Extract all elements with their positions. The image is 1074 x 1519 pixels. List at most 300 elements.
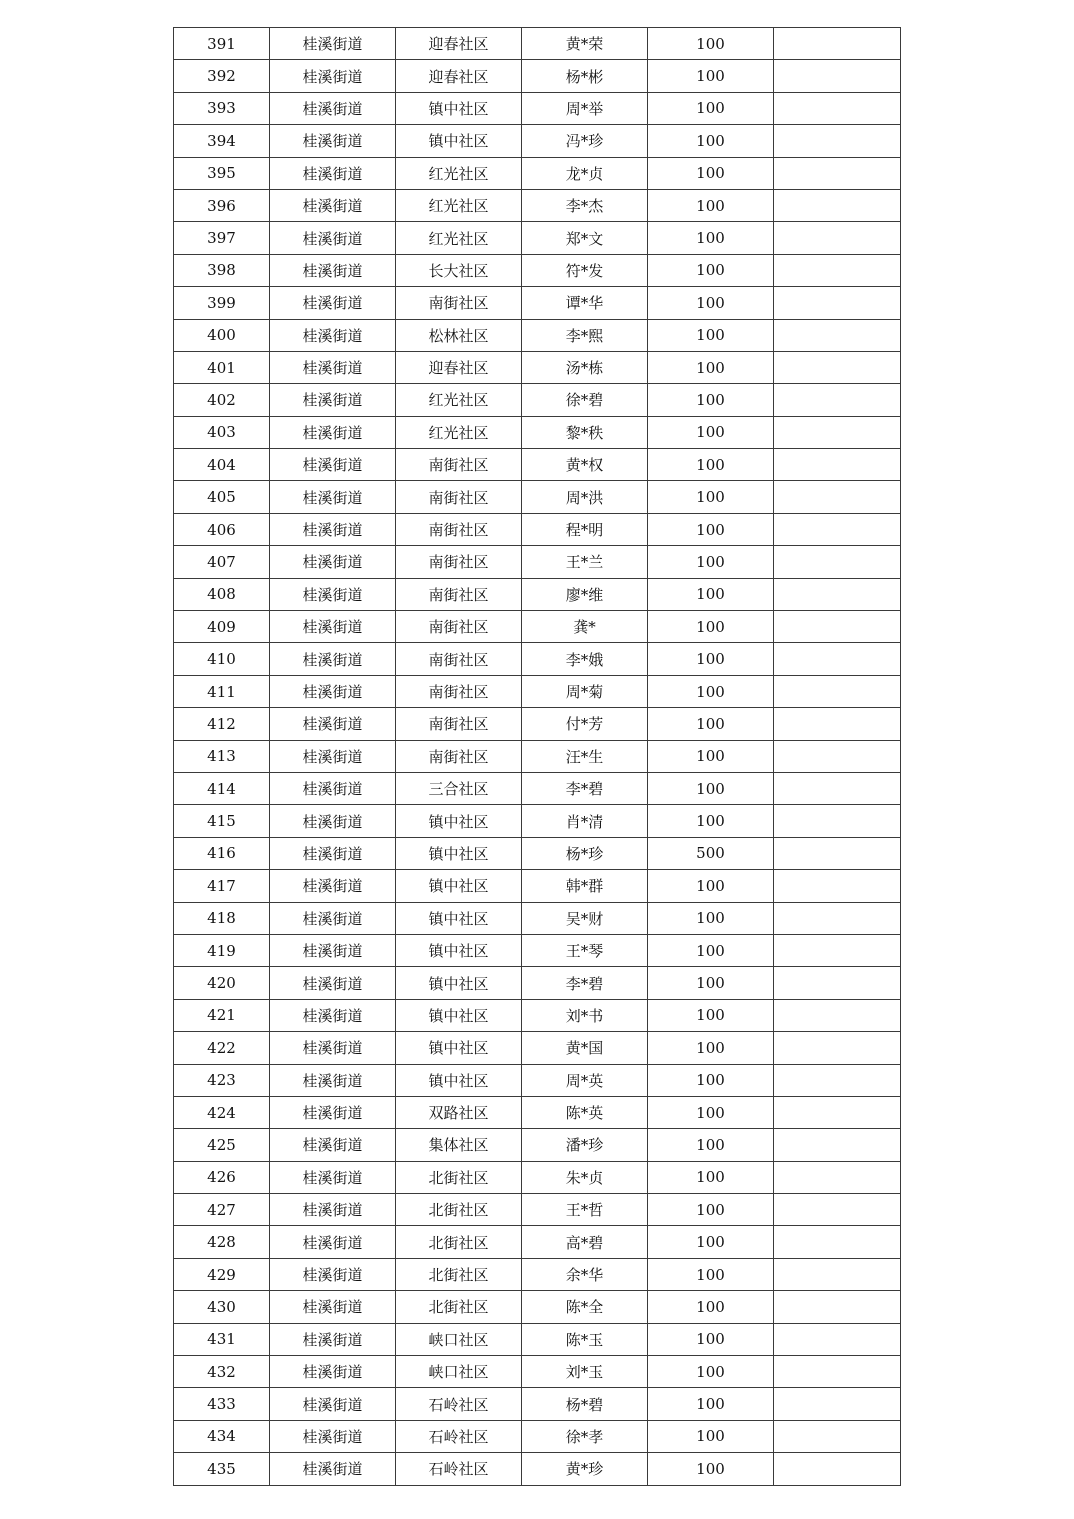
name-cell: 周*菊 — [522, 675, 648, 707]
row-number-cell: 433 — [174, 1388, 270, 1420]
street-cell: 桂溪街道 — [270, 287, 396, 319]
table-row — [174, 675, 901, 707]
street-cell: 桂溪街道 — [270, 902, 396, 934]
table-row — [174, 513, 901, 545]
table-row — [174, 92, 901, 124]
amount-cell: 100 — [648, 740, 774, 772]
amount-cell: 100 — [648, 1291, 774, 1323]
community-cell: 镇中社区 — [396, 1032, 522, 1064]
remark-cell — [774, 481, 901, 513]
street-cell: 桂溪街道 — [270, 772, 396, 804]
community-cell: 南街社区 — [396, 287, 522, 319]
remark-cell — [774, 1356, 901, 1388]
name-cell: 黄*荣 — [522, 28, 648, 60]
remark-cell — [774, 60, 901, 92]
name-cell: 周*举 — [522, 92, 648, 124]
table-row — [174, 546, 901, 578]
table-row — [174, 870, 901, 902]
name-cell: 李*碧 — [522, 772, 648, 804]
remark-cell — [774, 1420, 901, 1452]
street-cell: 桂溪街道 — [270, 675, 396, 707]
row-number-cell: 399 — [174, 287, 270, 319]
row-number-cell: 405 — [174, 481, 270, 513]
amount-cell: 100 — [648, 870, 774, 902]
amount-cell: 100 — [648, 999, 774, 1031]
row-number-cell: 435 — [174, 1453, 270, 1485]
roster-table-body — [174, 28, 901, 1486]
name-cell: 刘*书 — [522, 999, 648, 1031]
street-cell: 桂溪街道 — [270, 157, 396, 189]
community-cell: 镇中社区 — [396, 870, 522, 902]
name-cell: 杨*彬 — [522, 60, 648, 92]
amount-cell: 100 — [648, 384, 774, 416]
name-cell: 汤*栋 — [522, 351, 648, 383]
name-cell: 黄*权 — [522, 449, 648, 481]
name-cell: 李*杰 — [522, 189, 648, 221]
table-row — [174, 967, 901, 999]
community-cell: 南街社区 — [396, 578, 522, 610]
remark-cell — [774, 870, 901, 902]
row-number-cell: 394 — [174, 125, 270, 157]
community-cell: 南街社区 — [396, 513, 522, 545]
row-number-cell: 431 — [174, 1323, 270, 1355]
amount-cell: 100 — [648, 578, 774, 610]
remark-cell — [774, 222, 901, 254]
community-cell: 镇中社区 — [396, 125, 522, 157]
remark-cell — [774, 1258, 901, 1290]
name-cell: 杨*珍 — [522, 837, 648, 869]
amount-cell: 100 — [648, 1356, 774, 1388]
amount-cell: 100 — [648, 513, 774, 545]
community-cell: 峡口社区 — [396, 1356, 522, 1388]
community-cell: 镇中社区 — [396, 1064, 522, 1096]
row-number-cell: 392 — [174, 60, 270, 92]
street-cell: 桂溪街道 — [270, 1453, 396, 1485]
community-cell: 南街社区 — [396, 740, 522, 772]
street-cell: 桂溪街道 — [270, 1388, 396, 1420]
street-cell: 桂溪街道 — [270, 578, 396, 610]
street-cell: 桂溪街道 — [270, 1161, 396, 1193]
amount-cell: 100 — [648, 416, 774, 448]
community-cell: 峡口社区 — [396, 1323, 522, 1355]
name-cell: 李*碧 — [522, 967, 648, 999]
amount-cell: 100 — [648, 902, 774, 934]
amount-cell: 100 — [648, 1453, 774, 1485]
table-row — [174, 319, 901, 351]
community-cell: 南街社区 — [396, 546, 522, 578]
name-cell: 陈*玉 — [522, 1323, 648, 1355]
table-row — [174, 449, 901, 481]
amount-cell: 100 — [648, 1388, 774, 1420]
community-cell: 南街社区 — [396, 481, 522, 513]
amount-cell: 100 — [648, 1323, 774, 1355]
amount-cell: 100 — [648, 189, 774, 221]
name-cell: 陈*全 — [522, 1291, 648, 1323]
amount-cell: 100 — [648, 1420, 774, 1452]
name-cell: 冯*珍 — [522, 125, 648, 157]
amount-cell: 100 — [648, 351, 774, 383]
remark-cell — [774, 92, 901, 124]
remark-cell — [774, 28, 901, 60]
community-cell: 镇中社区 — [396, 967, 522, 999]
name-cell: 黄*国 — [522, 1032, 648, 1064]
table-row — [174, 772, 901, 804]
remark-cell — [774, 287, 901, 319]
table-row — [174, 578, 901, 610]
amount-cell: 500 — [648, 837, 774, 869]
street-cell: 桂溪街道 — [270, 481, 396, 513]
community-cell: 石岭社区 — [396, 1388, 522, 1420]
table-row — [174, 189, 901, 221]
roster-table — [173, 27, 901, 1486]
name-cell: 龚* — [522, 611, 648, 643]
street-cell: 桂溪街道 — [270, 1258, 396, 1290]
community-cell: 北街社区 — [396, 1258, 522, 1290]
row-number-cell: 423 — [174, 1064, 270, 1096]
street-cell: 桂溪街道 — [270, 1194, 396, 1226]
table-row — [174, 1258, 901, 1290]
table-row — [174, 351, 901, 383]
name-cell: 李*熙 — [522, 319, 648, 351]
remark-cell — [774, 1161, 901, 1193]
name-cell: 王*琴 — [522, 934, 648, 966]
row-number-cell: 413 — [174, 740, 270, 772]
street-cell: 桂溪街道 — [270, 384, 396, 416]
street-cell: 桂溪街道 — [270, 999, 396, 1031]
street-cell: 桂溪街道 — [270, 1064, 396, 1096]
street-cell: 桂溪街道 — [270, 351, 396, 383]
amount-cell: 100 — [648, 319, 774, 351]
community-cell: 北街社区 — [396, 1226, 522, 1258]
row-number-cell: 417 — [174, 870, 270, 902]
community-cell: 双路社区 — [396, 1096, 522, 1128]
community-cell: 迎春社区 — [396, 60, 522, 92]
row-number-cell: 427 — [174, 1194, 270, 1226]
table-row — [174, 1356, 901, 1388]
community-cell: 南街社区 — [396, 675, 522, 707]
table-row — [174, 1161, 901, 1193]
street-cell: 桂溪街道 — [270, 513, 396, 545]
remark-cell — [774, 1064, 901, 1096]
remark-cell — [774, 934, 901, 966]
street-cell: 桂溪街道 — [270, 319, 396, 351]
remark-cell — [774, 708, 901, 740]
remark-cell — [774, 675, 901, 707]
name-cell: 韩*群 — [522, 870, 648, 902]
community-cell: 红光社区 — [396, 416, 522, 448]
name-cell: 余*华 — [522, 1258, 648, 1290]
row-number-cell: 406 — [174, 513, 270, 545]
street-cell: 桂溪街道 — [270, 1129, 396, 1161]
row-number-cell: 409 — [174, 611, 270, 643]
name-cell: 符*发 — [522, 254, 648, 286]
street-cell: 桂溪街道 — [270, 805, 396, 837]
table-row — [174, 805, 901, 837]
amount-cell: 100 — [648, 1194, 774, 1226]
remark-cell — [774, 1032, 901, 1064]
name-cell: 付*芳 — [522, 708, 648, 740]
street-cell: 桂溪街道 — [270, 189, 396, 221]
name-cell: 徐*孝 — [522, 1420, 648, 1452]
street-cell: 桂溪街道 — [270, 254, 396, 286]
community-cell: 南街社区 — [396, 708, 522, 740]
community-cell: 石岭社区 — [396, 1453, 522, 1485]
row-number-cell: 395 — [174, 157, 270, 189]
row-number-cell: 415 — [174, 805, 270, 837]
table-row — [174, 28, 901, 60]
row-number-cell: 432 — [174, 1356, 270, 1388]
street-cell: 桂溪街道 — [270, 1323, 396, 1355]
table-row — [174, 157, 901, 189]
row-number-cell: 403 — [174, 416, 270, 448]
street-cell: 桂溪街道 — [270, 1356, 396, 1388]
table-row — [174, 1032, 901, 1064]
name-cell: 王*哲 — [522, 1194, 648, 1226]
row-number-cell: 414 — [174, 772, 270, 804]
community-cell: 迎春社区 — [396, 351, 522, 383]
row-number-cell: 404 — [174, 449, 270, 481]
remark-cell — [774, 125, 901, 157]
table-row — [174, 60, 901, 92]
amount-cell: 100 — [648, 1064, 774, 1096]
remark-cell — [774, 1194, 901, 1226]
name-cell: 朱*贞 — [522, 1161, 648, 1193]
table-row — [174, 1420, 901, 1452]
amount-cell: 100 — [648, 157, 774, 189]
street-cell: 桂溪街道 — [270, 1096, 396, 1128]
amount-cell: 100 — [648, 611, 774, 643]
street-cell: 桂溪街道 — [270, 546, 396, 578]
remark-cell — [774, 254, 901, 286]
amount-cell: 100 — [648, 125, 774, 157]
community-cell: 北街社区 — [396, 1194, 522, 1226]
name-cell: 王*兰 — [522, 546, 648, 578]
table-row — [174, 222, 901, 254]
amount-cell: 100 — [648, 1258, 774, 1290]
remark-cell — [774, 1129, 901, 1161]
name-cell: 周*洪 — [522, 481, 648, 513]
street-cell: 桂溪街道 — [270, 222, 396, 254]
row-number-cell: 391 — [174, 28, 270, 60]
street-cell: 桂溪街道 — [270, 643, 396, 675]
community-cell: 红光社区 — [396, 157, 522, 189]
remark-cell — [774, 449, 901, 481]
table-row — [174, 1064, 901, 1096]
street-cell: 桂溪街道 — [270, 416, 396, 448]
name-cell: 程*明 — [522, 513, 648, 545]
community-cell: 镇中社区 — [396, 934, 522, 966]
name-cell: 郑*文 — [522, 222, 648, 254]
table-row — [174, 1453, 901, 1485]
community-cell: 镇中社区 — [396, 999, 522, 1031]
name-cell: 李*娥 — [522, 643, 648, 675]
amount-cell: 100 — [648, 546, 774, 578]
row-number-cell: 422 — [174, 1032, 270, 1064]
table-row — [174, 999, 901, 1031]
name-cell: 黎*秩 — [522, 416, 648, 448]
name-cell: 周*英 — [522, 1064, 648, 1096]
row-number-cell: 412 — [174, 708, 270, 740]
remark-cell — [774, 772, 901, 804]
remark-cell — [774, 1453, 901, 1485]
row-number-cell: 421 — [174, 999, 270, 1031]
row-number-cell: 418 — [174, 902, 270, 934]
community-cell: 集体社区 — [396, 1129, 522, 1161]
row-number-cell: 425 — [174, 1129, 270, 1161]
table-row — [174, 384, 901, 416]
amount-cell: 100 — [648, 1226, 774, 1258]
community-cell: 南街社区 — [396, 611, 522, 643]
street-cell: 桂溪街道 — [270, 1291, 396, 1323]
remark-cell — [774, 837, 901, 869]
name-cell: 徐*碧 — [522, 384, 648, 416]
amount-cell: 100 — [648, 287, 774, 319]
remark-cell — [774, 611, 901, 643]
community-cell: 迎春社区 — [396, 28, 522, 60]
amount-cell: 100 — [648, 222, 774, 254]
row-number-cell: 397 — [174, 222, 270, 254]
remark-cell — [774, 351, 901, 383]
remark-cell — [774, 643, 901, 675]
table-row — [174, 254, 901, 286]
row-number-cell: 408 — [174, 578, 270, 610]
remark-cell — [774, 1096, 901, 1128]
remark-cell — [774, 805, 901, 837]
name-cell: 高*碧 — [522, 1226, 648, 1258]
table-row — [174, 1323, 901, 1355]
table-row — [174, 1096, 901, 1128]
street-cell: 桂溪街道 — [270, 1420, 396, 1452]
amount-cell: 100 — [648, 1161, 774, 1193]
amount-cell: 100 — [648, 772, 774, 804]
name-cell: 吴*财 — [522, 902, 648, 934]
row-number-cell: 393 — [174, 92, 270, 124]
community-cell: 镇中社区 — [396, 837, 522, 869]
name-cell: 刘*玉 — [522, 1356, 648, 1388]
row-number-cell: 416 — [174, 837, 270, 869]
row-number-cell: 428 — [174, 1226, 270, 1258]
row-number-cell: 396 — [174, 189, 270, 221]
name-cell: 谭*华 — [522, 287, 648, 319]
table-row — [174, 611, 901, 643]
community-cell: 镇中社区 — [396, 92, 522, 124]
street-cell: 桂溪街道 — [270, 740, 396, 772]
table-row — [174, 934, 901, 966]
community-cell: 石岭社区 — [396, 1420, 522, 1452]
amount-cell: 100 — [648, 92, 774, 124]
table-row — [174, 416, 901, 448]
table-row — [174, 1194, 901, 1226]
remark-cell — [774, 189, 901, 221]
row-number-cell: 401 — [174, 351, 270, 383]
street-cell: 桂溪街道 — [270, 708, 396, 740]
community-cell: 红光社区 — [396, 222, 522, 254]
table-row — [174, 902, 901, 934]
table-row — [174, 740, 901, 772]
row-number-cell: 419 — [174, 934, 270, 966]
street-cell: 桂溪街道 — [270, 870, 396, 902]
street-cell: 桂溪街道 — [270, 1226, 396, 1258]
community-cell: 红光社区 — [396, 189, 522, 221]
street-cell: 桂溪街道 — [270, 60, 396, 92]
amount-cell: 100 — [648, 449, 774, 481]
amount-cell: 100 — [648, 967, 774, 999]
remark-cell — [774, 546, 901, 578]
community-cell: 镇中社区 — [396, 805, 522, 837]
amount-cell: 100 — [648, 60, 774, 92]
street-cell: 桂溪街道 — [270, 125, 396, 157]
street-cell: 桂溪街道 — [270, 92, 396, 124]
table-row — [174, 837, 901, 869]
community-cell: 北街社区 — [396, 1291, 522, 1323]
name-cell: 肖*清 — [522, 805, 648, 837]
row-number-cell: 402 — [174, 384, 270, 416]
row-number-cell: 434 — [174, 1420, 270, 1452]
row-number-cell: 410 — [174, 643, 270, 675]
street-cell: 桂溪街道 — [270, 28, 396, 60]
community-cell: 北街社区 — [396, 1161, 522, 1193]
table-row — [174, 125, 901, 157]
remark-cell — [774, 740, 901, 772]
name-cell: 杨*碧 — [522, 1388, 648, 1420]
name-cell: 廖*维 — [522, 578, 648, 610]
community-cell: 松林社区 — [396, 319, 522, 351]
name-cell: 汪*生 — [522, 740, 648, 772]
street-cell: 桂溪街道 — [270, 934, 396, 966]
remark-cell — [774, 1388, 901, 1420]
remark-cell — [774, 319, 901, 351]
community-cell: 长大社区 — [396, 254, 522, 286]
table-row — [174, 1226, 901, 1258]
row-number-cell: 424 — [174, 1096, 270, 1128]
name-cell: 黄*珍 — [522, 1453, 648, 1485]
amount-cell: 100 — [648, 28, 774, 60]
name-cell: 陈*英 — [522, 1096, 648, 1128]
remark-cell — [774, 1323, 901, 1355]
remark-cell — [774, 157, 901, 189]
amount-cell: 100 — [648, 643, 774, 675]
community-cell: 红光社区 — [396, 384, 522, 416]
amount-cell: 100 — [648, 1032, 774, 1064]
amount-cell: 100 — [648, 481, 774, 513]
remark-cell — [774, 578, 901, 610]
amount-cell: 100 — [648, 805, 774, 837]
remark-cell — [774, 902, 901, 934]
row-number-cell: 430 — [174, 1291, 270, 1323]
remark-cell — [774, 1226, 901, 1258]
street-cell: 桂溪街道 — [270, 611, 396, 643]
amount-cell: 100 — [648, 934, 774, 966]
table-row — [174, 1388, 901, 1420]
remark-cell — [774, 513, 901, 545]
row-number-cell: 407 — [174, 546, 270, 578]
amount-cell: 100 — [648, 1096, 774, 1128]
table-row — [174, 481, 901, 513]
row-number-cell: 400 — [174, 319, 270, 351]
remark-cell — [774, 1291, 901, 1323]
community-cell: 三合社区 — [396, 772, 522, 804]
row-number-cell: 429 — [174, 1258, 270, 1290]
row-number-cell: 420 — [174, 967, 270, 999]
street-cell: 桂溪街道 — [270, 1032, 396, 1064]
street-cell: 桂溪街道 — [270, 967, 396, 999]
community-cell: 镇中社区 — [396, 902, 522, 934]
remark-cell — [774, 384, 901, 416]
amount-cell: 100 — [648, 708, 774, 740]
table-row — [174, 287, 901, 319]
remark-cell — [774, 967, 901, 999]
community-cell: 南街社区 — [396, 643, 522, 675]
